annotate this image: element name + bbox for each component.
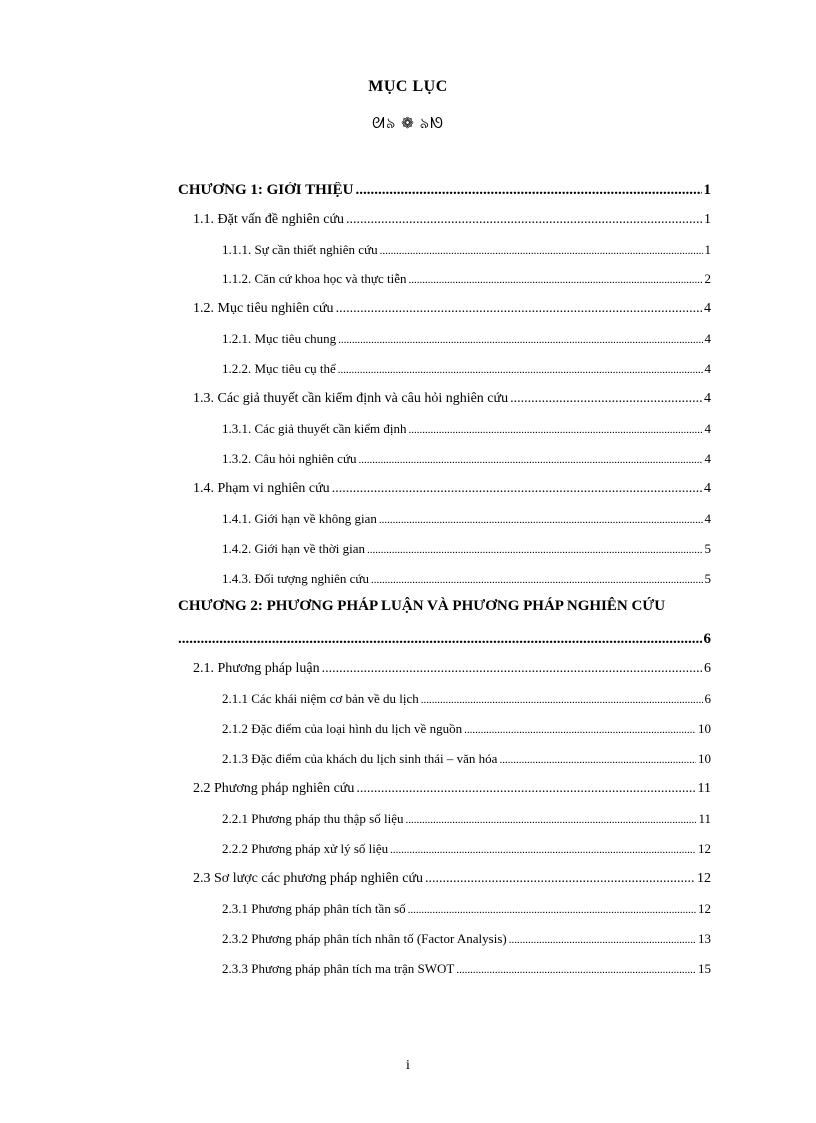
toc-page-number: 13 xyxy=(698,931,711,946)
toc-label: 1.4.2. Giới hạn về thời gian xyxy=(222,541,366,556)
toc-leader xyxy=(509,931,696,947)
toc-page-number: 1 xyxy=(704,242,711,257)
toc-page-number: 5 xyxy=(704,541,711,556)
toc-label: 2.1.3 Đặc điểm của khách du lịch sinh thái – văn hóa xyxy=(222,751,498,766)
toc-leader xyxy=(379,511,703,527)
toc-label: 2.1. Phương pháp luận xyxy=(193,661,320,676)
toc-page-number: 1 xyxy=(704,212,711,227)
toc-entry-section[interactable] xyxy=(193,391,711,407)
toc-entry-subsection[interactable] xyxy=(222,901,711,917)
toc-page-number: 4 xyxy=(704,301,711,316)
toc-leader xyxy=(408,421,702,437)
toc-entry-subsection[interactable] xyxy=(222,242,711,258)
toc-page-number: 4 xyxy=(704,421,711,436)
toc-label: CHƯƠNG 1: GIỚI THIỆU xyxy=(178,182,354,198)
toc-leader xyxy=(367,541,702,557)
toc-entry-section[interactable] xyxy=(193,781,711,797)
toc-label: 1.4.1. Giới hạn về không gian xyxy=(222,511,377,526)
toc-page-number: 11 xyxy=(698,811,711,826)
toc-entry-subsection[interactable] xyxy=(222,421,711,437)
toc-leader xyxy=(510,391,702,407)
toc-label: 2.2.1 Phương pháp thu thập số liệu xyxy=(222,811,404,826)
ornament-divider-icon: ᘛ৯ ❁ ৯ᘚ xyxy=(371,116,445,132)
toc-entry-subsection[interactable] xyxy=(222,691,711,707)
toc-page-number: 12 xyxy=(698,841,711,856)
toc-label: 1.1. Đặt vấn đề nghiên cứu xyxy=(193,212,345,227)
page-number-footer: i xyxy=(406,1058,410,1073)
toc-label: 2.3.1 Phương pháp phân tích tần số xyxy=(222,901,406,916)
toc-entry-section[interactable] xyxy=(193,661,711,677)
toc-leader xyxy=(346,212,702,228)
toc-label: 2.1.1 Các khái niệm cơ bản về du lịch xyxy=(222,691,419,706)
toc-leader xyxy=(371,571,703,587)
toc-label: 1.3.2. Câu hỏi nghiên cứu xyxy=(222,451,357,466)
toc-leader xyxy=(178,631,702,648)
toc-label: 1.3. Các giả thuyết cần kiểm định và câu hỏi nghiên cứu xyxy=(193,391,509,406)
toc-leader xyxy=(409,271,703,287)
toc-leader xyxy=(356,781,695,797)
toc-leader xyxy=(464,721,696,737)
toc-leader xyxy=(408,901,696,917)
toc-entry-subsection[interactable] xyxy=(222,571,711,587)
toc-leader xyxy=(456,961,696,977)
toc-entry-subsection[interactable] xyxy=(222,361,711,377)
toc-label: 1.4.3. Đối tượng nghiên cứu xyxy=(222,571,369,586)
toc-label: 2.1.2 Đặc điểm của loại hình du lịch về nguồn xyxy=(222,721,463,736)
toc-entry-subsection[interactable] xyxy=(222,931,711,947)
toc-entry-section[interactable] xyxy=(193,212,711,228)
toc-leader xyxy=(380,242,703,258)
toc-entry-subsection[interactable] xyxy=(222,721,711,737)
toc-entry-chapter-continued[interactable] xyxy=(178,631,711,648)
toc-label: 2.3.2 Phương pháp phân tích nhân tố (Factor Analysis) xyxy=(222,931,507,946)
toc-entry-subsection[interactable] xyxy=(222,841,711,857)
toc-page-number: 2 xyxy=(704,271,711,286)
toc-page-number: 12 xyxy=(698,901,711,916)
toc-page-number: 4 xyxy=(704,451,711,466)
page-title: MỤC LỤC xyxy=(368,78,448,95)
toc-leader xyxy=(425,871,695,887)
toc-leader xyxy=(332,481,702,497)
toc-label: CHƯƠNG 2: PHƯƠNG PHÁP LUẬN VÀ PHƯƠNG PHÁP NGHIÊN CỨU xyxy=(178,598,666,614)
toc-entry-subsection[interactable] xyxy=(222,511,711,527)
toc-entry-subsection[interactable] xyxy=(222,961,711,977)
toc-label: 1.1.1. Sự cần thiết nghiên cứu xyxy=(222,242,378,257)
toc-page-number: 10 xyxy=(698,721,711,736)
toc-page-number: 4 xyxy=(704,481,711,496)
toc-entry-section[interactable] xyxy=(193,481,711,497)
toc-label: 2.3.3 Phương pháp phân tích ma trận SWOT xyxy=(222,961,455,976)
toc-leader xyxy=(499,751,696,767)
toc-entry-subsection[interactable] xyxy=(222,451,711,467)
toc-entry-subsection[interactable] xyxy=(222,331,711,347)
toc-label: 1.2.1. Mục tiêu chung xyxy=(222,331,337,346)
toc-leader xyxy=(421,691,703,707)
toc-leader xyxy=(322,661,702,677)
toc-label: 1.4. Phạm vi nghiên cứu xyxy=(193,481,330,496)
toc-entry-chapter[interactable] xyxy=(178,598,711,615)
toc-entry-section[interactable] xyxy=(193,871,711,887)
toc-page-number: 6 xyxy=(704,691,711,706)
toc-label: 2.3 Sơ lược các phương pháp nghiên cứu xyxy=(193,871,424,886)
toc-label: 2.2 Phương pháp nghiên cứu xyxy=(193,781,355,796)
toc-page-number: 11 xyxy=(697,781,711,796)
toc-leader xyxy=(359,451,703,467)
toc-leader xyxy=(355,182,701,199)
toc-label: 1.1.2. Căn cứ khoa học và thực tiễn xyxy=(222,271,407,286)
toc-page-number: 6 xyxy=(703,631,711,647)
toc-page-number: 4 xyxy=(704,361,711,376)
toc-entry-subsection[interactable] xyxy=(222,751,711,767)
toc-label: 1.2. Mục tiêu nghiên cứu xyxy=(193,301,334,316)
toc-label: 1.2.2. Mục tiêu cụ thể xyxy=(222,361,336,376)
toc-page-number: 5 xyxy=(704,571,711,586)
toc-leader xyxy=(390,841,696,857)
toc-page-number: 10 xyxy=(698,751,711,766)
toc-entry-section[interactable] xyxy=(193,301,711,317)
toc-page-number: 6 xyxy=(704,661,711,676)
toc-entry-subsection[interactable] xyxy=(222,541,711,557)
toc-leader xyxy=(338,331,702,347)
toc-label: 1.3.1. Các giả thuyết cần kiểm định xyxy=(222,421,407,436)
toc-leader xyxy=(405,811,696,827)
toc-page-number: 4 xyxy=(704,331,711,346)
toc-label: 2.2.2 Phương pháp xử lý số liệu xyxy=(222,841,389,856)
toc-leader xyxy=(336,301,702,317)
toc-entry-subsection[interactable] xyxy=(222,811,711,827)
toc-page-number: 12 xyxy=(697,871,711,886)
toc-leader xyxy=(338,361,703,377)
toc-entry-chapter[interactable] xyxy=(178,182,711,199)
toc-page-number: 4 xyxy=(704,511,711,526)
toc-page-number: 4 xyxy=(704,391,711,406)
toc-page-number: 1 xyxy=(703,182,711,198)
toc-entry-subsection[interactable] xyxy=(222,271,711,287)
toc-page-number: 15 xyxy=(698,961,711,976)
